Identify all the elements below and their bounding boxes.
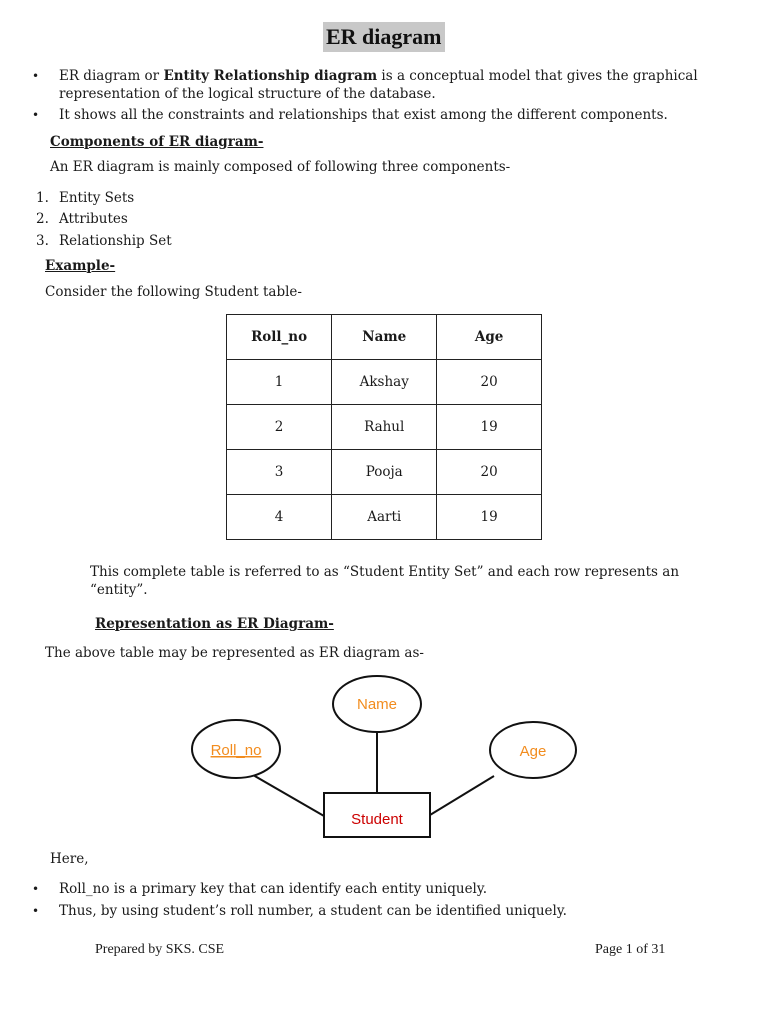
er-diagram xyxy=(0,660,768,845)
table-cell: Akshay xyxy=(332,360,437,405)
table-note: This complete table is referred to as “Student Entity Set” and each row represents an “entity”. xyxy=(90,564,680,598)
representation-intro: The above table may be represented as ER diagram as- xyxy=(45,645,424,661)
column-header: Age xyxy=(437,315,542,360)
table-cell: 3 xyxy=(227,450,332,495)
component-item: 2. Attributes xyxy=(36,211,128,227)
attribute-label: Age xyxy=(519,743,547,760)
table-row xyxy=(227,360,542,405)
table-cell: 20 xyxy=(437,450,542,495)
bullet-text: Thus, by using student’s roll number, a student can be identified uniquely. xyxy=(59,903,567,919)
table-cell: 2 xyxy=(227,405,332,450)
bullet-bold-term: Entity Relationship diagram xyxy=(163,68,378,84)
footer-author: Prepared by SKS. CSE xyxy=(95,942,225,957)
table-cell: Rahul xyxy=(332,405,437,450)
here-label: Here, xyxy=(50,851,89,867)
page-title: ER diagram xyxy=(323,22,445,52)
entity-label: Student xyxy=(351,811,403,828)
bullet-dot: • xyxy=(32,69,40,83)
entity-student xyxy=(324,793,430,837)
bullet-dot: • xyxy=(32,108,40,122)
component-item: 3. Relationship Set xyxy=(36,233,172,249)
table-cell: 20 xyxy=(437,360,542,405)
table-row xyxy=(227,495,542,540)
student-table xyxy=(226,314,542,540)
bullet-text: Roll_no is a primary key that can identify each entity uniquely. xyxy=(59,881,487,897)
bullet-text: is a conceptual model that gives the graphical representation of the logical structure of the database. xyxy=(59,68,698,102)
representation-heading: Representation as ER Diagram- xyxy=(95,616,334,632)
table-cell: Aarti xyxy=(332,495,437,540)
table-cell: 1 xyxy=(227,360,332,405)
table-cell: 4 xyxy=(227,495,332,540)
table-cell: 19 xyxy=(437,405,542,450)
table-header-row xyxy=(227,315,542,360)
bullet-text: It shows all the constraints and relationships that exist among the different components. xyxy=(59,107,668,123)
components-intro: An ER diagram is mainly composed of following three components- xyxy=(50,159,511,175)
example-intro: Consider the following Student table- xyxy=(45,284,302,300)
column-header: Roll_no xyxy=(227,315,332,360)
attribute-age xyxy=(490,722,576,778)
component-item: 1. Entity Sets xyxy=(36,190,135,206)
connector-roll-no xyxy=(253,775,324,816)
bullet-dot: • xyxy=(32,882,40,896)
connector-age xyxy=(430,776,494,815)
attribute-label: Name xyxy=(356,696,398,713)
attribute-name xyxy=(333,676,421,732)
bullet-dot: • xyxy=(32,904,40,918)
example-heading: Example- xyxy=(45,258,116,274)
table-row xyxy=(227,450,542,495)
column-header: Name xyxy=(332,315,437,360)
key-attribute-label: Roll_no xyxy=(210,742,262,759)
footer-page-number: Page 1 of 31 xyxy=(595,942,666,957)
bullet-text: ER diagram or xyxy=(59,68,164,84)
attribute-roll-no xyxy=(192,720,280,778)
table-row xyxy=(227,405,542,450)
components-heading: Components of ER diagram- xyxy=(50,134,264,150)
table-cell: 19 xyxy=(437,495,542,540)
table-cell: Pooja xyxy=(332,450,437,495)
